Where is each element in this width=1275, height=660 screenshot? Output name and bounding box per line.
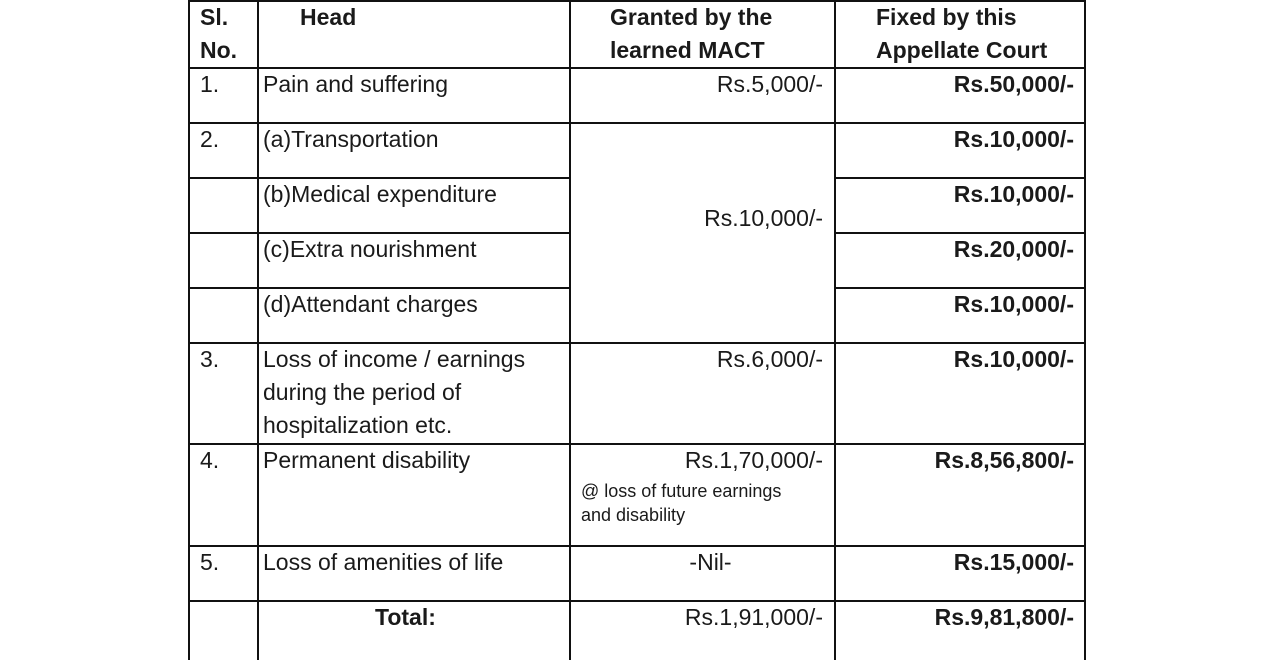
header-head: Head — [300, 4, 357, 30]
row-granted-note: @ loss of future earnings — [581, 481, 782, 501]
row-sl: 3. — [200, 346, 220, 372]
header-granted: learned MACT — [610, 37, 765, 63]
row-sl: 1. — [200, 71, 220, 97]
row-head: Loss of income / earnings — [263, 346, 526, 372]
header-sl: No. — [200, 37, 238, 63]
row-head: Permanent disability — [263, 447, 471, 473]
row-fixed: Rs.15,000/- — [953, 549, 1074, 575]
row-fixed: Rs.8,56,800/- — [934, 447, 1074, 473]
row-granted: Rs.6,000/- — [716, 346, 823, 372]
table-border-right — [1084, 0, 1086, 660]
header-fixed: Appellate Court — [876, 37, 1048, 63]
header-granted: Granted by the — [610, 4, 773, 30]
table-border-left — [188, 0, 190, 660]
column-divider-sl — [257, 0, 259, 660]
row-fixed: Rs.10,000/- — [953, 291, 1074, 317]
row-head: (a)Transportation — [263, 126, 439, 152]
row-sl: 5. — [200, 549, 220, 575]
total-fixed: Rs.9,81,800/- — [934, 604, 1074, 630]
row-head: (c)Extra nourishment — [263, 236, 477, 262]
header-sl: Sl. — [200, 4, 229, 30]
row-granted: -Nil- — [689, 549, 732, 575]
row-sl: 2. — [200, 126, 220, 152]
row-head: (b)Medical expenditure — [263, 181, 497, 207]
row-granted-note: and disability — [581, 505, 686, 525]
total-label: Total: — [375, 604, 436, 630]
row-granted: Rs.1,70,000/- — [684, 447, 823, 473]
row-fixed: Rs.50,000/- — [953, 71, 1074, 97]
row-fixed: Rs.10,000/- — [953, 126, 1074, 152]
row-head: Pain and suffering — [263, 71, 448, 97]
row-fixed: Rs.10,000/- — [953, 181, 1074, 207]
row-head: (d)Attendant charges — [263, 291, 478, 317]
header-fixed: Fixed by this — [876, 4, 1017, 30]
row-granted: Rs.5,000/- — [716, 71, 823, 97]
total-granted: Rs.1,91,000/- — [684, 604, 823, 630]
group2-granted: Rs.10,000/- — [704, 205, 823, 231]
row-head: Loss of amenities of life — [263, 549, 504, 575]
row-fixed: Rs.20,000/- — [953, 236, 1074, 262]
row-sl: 4. — [200, 447, 220, 473]
row-fixed: Rs.10,000/- — [953, 346, 1074, 372]
row-head: during the period of — [263, 379, 462, 405]
row-head: hospitalization etc. — [263, 412, 453, 438]
